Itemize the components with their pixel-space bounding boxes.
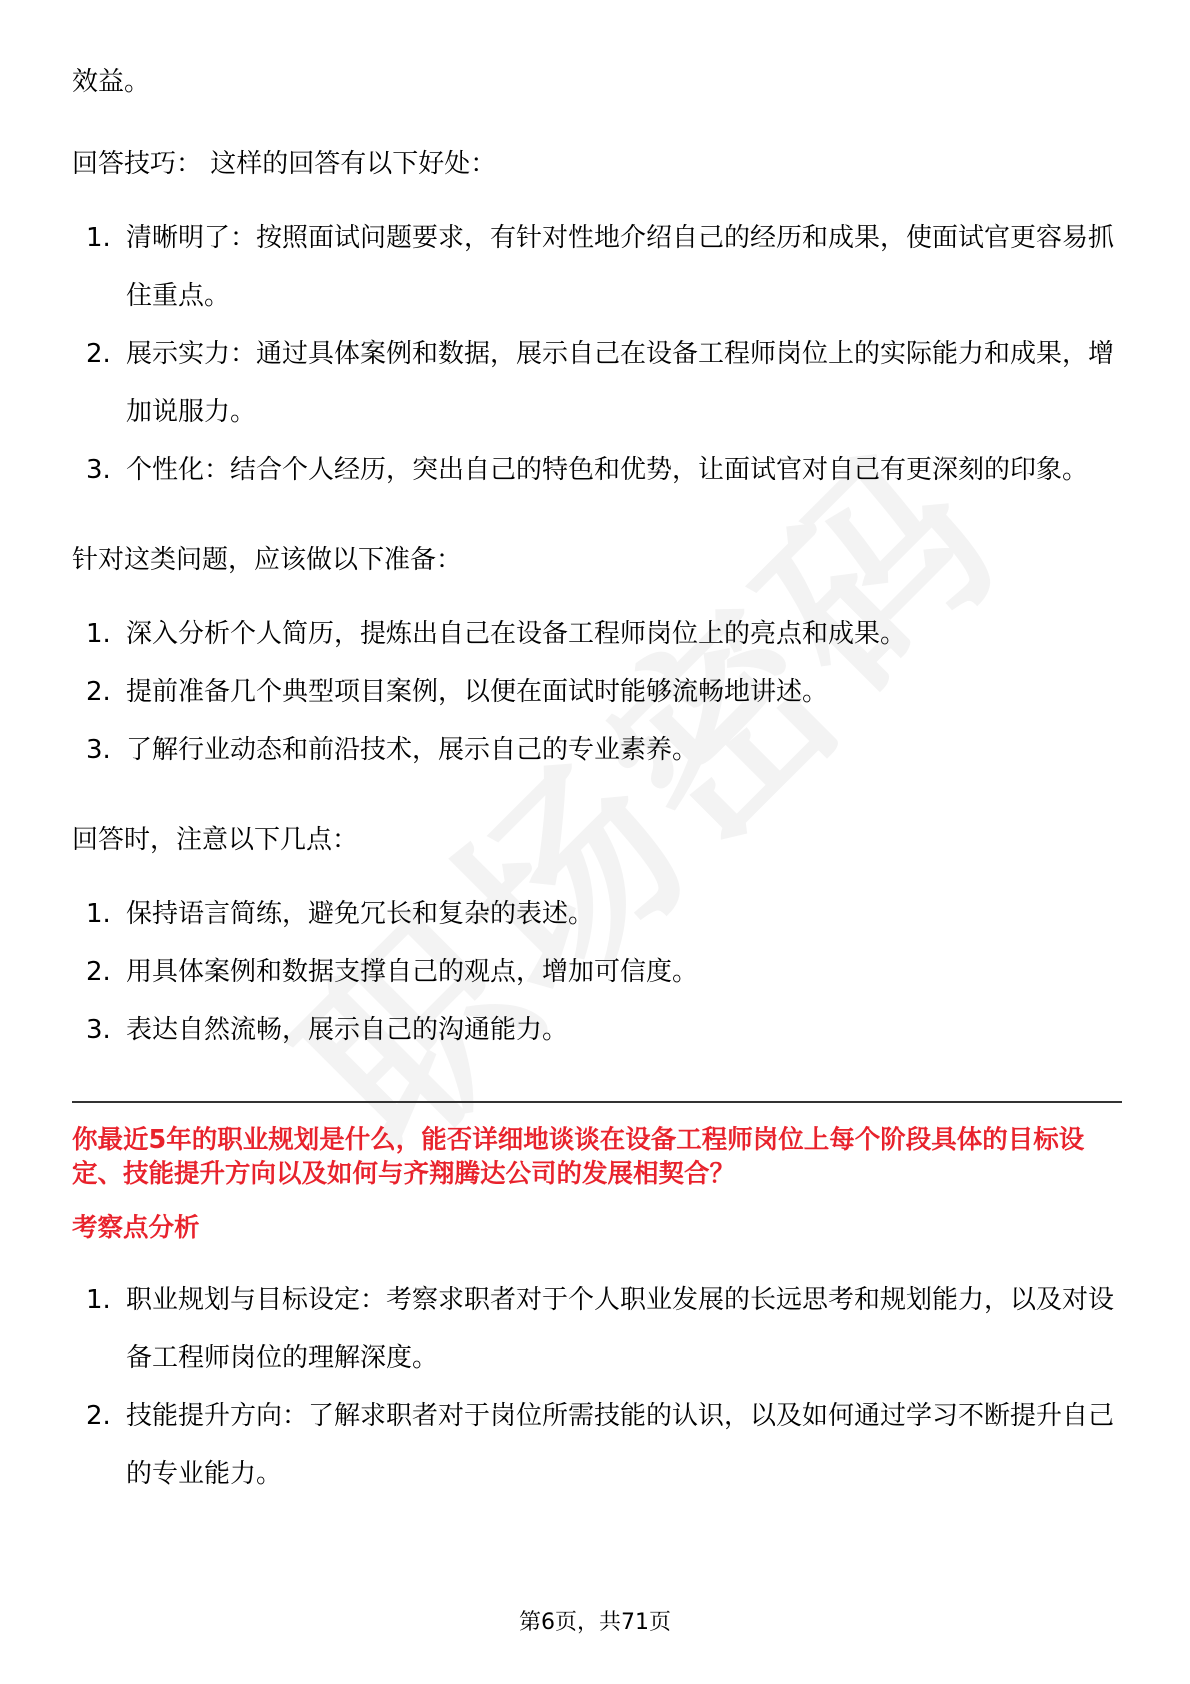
list-item-text: 技能提升方向：了解求职者对于岗位所需技能的认识，以及如何通过学习不断提升自己的专业能力。	[126, 1401, 1115, 1489]
tip-heading: 回答技巧： 这样的回答有以下好处：	[72, 149, 497, 179]
list-item-text: 职业规划与目标设定：考察求职者对于个人职业发展的长远思考和规划能力，以及对设备工程师岗位的理解深度。	[126, 1285, 1115, 1373]
list-number: 2.	[86, 957, 111, 987]
list-item-text: 保持语言简练，避免冗长和复杂的表述。	[126, 899, 595, 929]
list-item	[72, 943, 1122, 1001]
list-number: 1.	[86, 619, 111, 649]
list-item-text: 用具体案例和数据支撑自己的观点，增加可信度。	[126, 957, 699, 987]
list-number: 2.	[86, 677, 111, 707]
list-number: 3.	[86, 455, 111, 485]
page-content	[72, 65, 1122, 1503]
list-item	[72, 1001, 1122, 1059]
list-number: 1.	[86, 1285, 111, 1315]
list-number: 2.	[86, 339, 111, 369]
list-item	[72, 1271, 1122, 1387]
analysis-list	[72, 1271, 1122, 1503]
analysis-heading: 考察点分析	[72, 1213, 200, 1243]
list-item-text: 了解行业动态和前沿技术，展示自己的专业素养。	[126, 735, 699, 765]
prep-heading: 针对这类问题，应该做以下准备：	[72, 545, 463, 575]
page-number: 第6页，共71页	[519, 1610, 671, 1635]
notes-list	[72, 885, 1122, 1059]
list-item-text: 清晰明了：按照面试问题要求，有针对性地介绍自己的经历和成果，使面试官更容易抓住重点。	[126, 223, 1115, 311]
intro-end-text: 效益。	[72, 67, 151, 97]
tip-list	[72, 209, 1122, 499]
prep-list	[72, 605, 1122, 779]
list-item	[72, 885, 1122, 943]
list-item	[72, 441, 1122, 499]
list-item	[72, 209, 1122, 325]
list-item-text: 深入分析个人简历，提炼出自己在设备工程师岗位上的亮点和成果。	[126, 619, 907, 649]
list-number: 1.	[86, 223, 111, 253]
list-number: 2.	[86, 1401, 111, 1431]
list-item-text: 展示实力：通过具体案例和数据，展示自己在设备工程师岗位上的实际能力和成果，增加说服力。	[126, 339, 1115, 427]
list-item	[72, 721, 1122, 779]
list-number: 3.	[86, 735, 111, 765]
list-item	[72, 663, 1122, 721]
notes-heading: 回答时，注意以下几点：	[72, 825, 359, 855]
list-item-text: 表达自然流畅，展示自己的沟通能力。	[126, 1015, 569, 1045]
list-item	[72, 325, 1122, 441]
list-number: 1.	[86, 899, 111, 929]
list-number: 3.	[86, 1015, 111, 1045]
list-item	[72, 605, 1122, 663]
list-item-text: 个性化：结合个人经历，突出自己的特色和优势，让面试官对自己有更深刻的印象。	[126, 455, 1089, 485]
list-item-text: 提前准备几个典型项目案例，以便在面试时能够流畅地讲述。	[126, 677, 829, 707]
list-item	[72, 1387, 1122, 1503]
interview-question: 你最近5年的职业规划是什么，能否详细地谈谈在设备工程师岗位上每个阶段具体的目标设定、技能提升方向以及如何与齐翔腾达公司的发展相契合？	[72, 1125, 1085, 1189]
